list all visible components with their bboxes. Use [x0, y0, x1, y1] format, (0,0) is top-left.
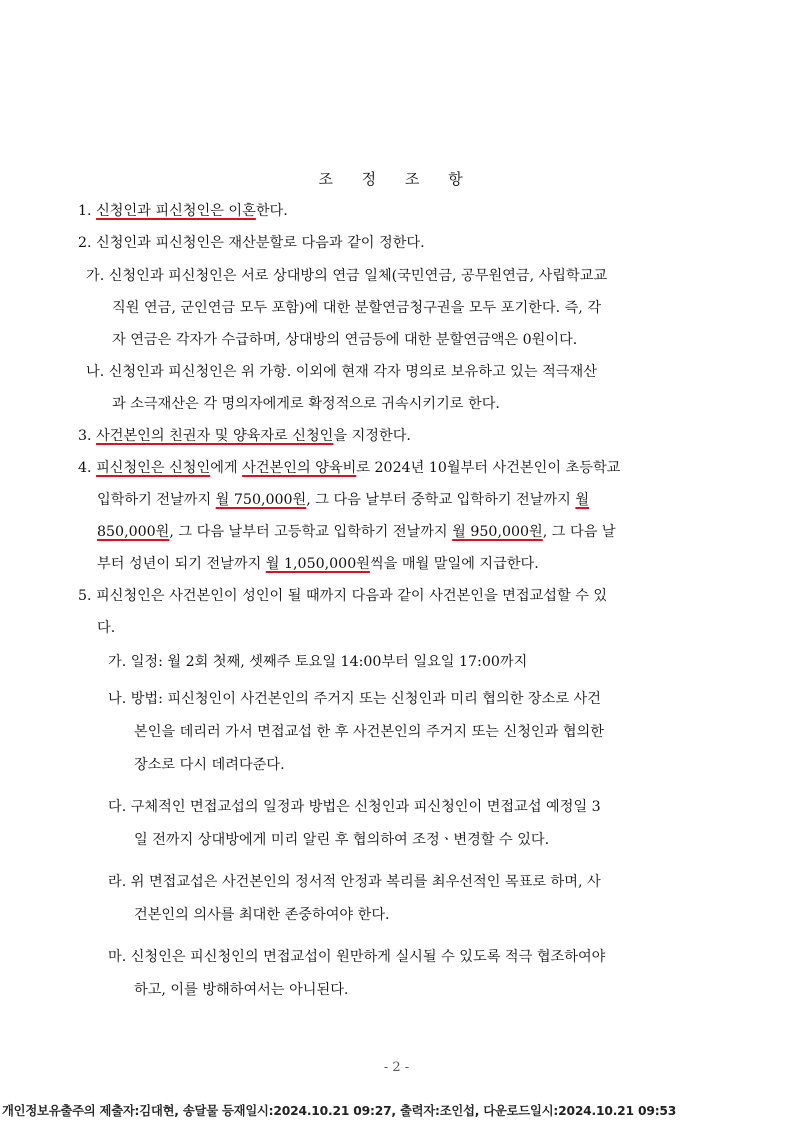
page-number: - 2 - [383, 1060, 410, 1075]
clause-3-rest: 을 지정한다. [333, 428, 411, 444]
clause-4-l2-text: 입학하기 전날까지 [97, 492, 216, 508]
clause-5-ma-line-2: 하고, 이를 방해하여서는 아니된다. [134, 982, 349, 998]
clause-3-number: 3. [78, 428, 92, 444]
clause-4-l3-text-2: , 그 다음 날 [542, 524, 616, 540]
clause-4-number: 4. [78, 460, 92, 476]
clause-4-underlined-payer: 피신청인은 신청인 [96, 460, 211, 476]
document-footer: 개인정보유출주의 제출자:김대현, 송달물 등재일시:2024.10.21 09:27, 출력자:조인섭, 다운로드일시:2024.10.21 09:53 [2, 1104, 677, 1118]
clause-4-line-4 [97, 553, 539, 573]
clause-4-amount-4: 월 1,050,000원 [265, 556, 370, 572]
clause-2: 2. 신청인과 피신청인은 재산분할로 다음과 같이 정한다. [78, 235, 425, 251]
clause-2-ga-line-2: 직원 연금, 군인연금 모두 포함)에 대한 분할연금청구권을 모두 포기한다. 즉, 각 [112, 300, 602, 316]
clause-4-l4-text-2: 씩을 매월 말일에 지급한다. [369, 556, 539, 572]
clause-5-ra-line-2: 건본인의 의사를 최대한 존중하여야 한다. [134, 907, 390, 923]
clause-3 [78, 425, 411, 445]
clause-5-ma-line-1: 마. 신청인은 피신청인의 면접교섭이 원만하게 실시될 수 있도록 적극 협조하여야 [108, 949, 606, 965]
clause-5-line-1: 5. 피신청인은 사건본인이 성인이 될 때까지 다음과 같이 사건본인을 면접교섭할 수 있 [78, 588, 608, 604]
clause-2-ga-line-3: 자 연금은 각자가 수급하며, 상대방의 연금등에 대한 분할연금액은 0원이다. [112, 332, 578, 348]
clause-4-amount-2-prefix: 월 [575, 492, 590, 508]
clause-1-underlined: 신청인과 피신청인은 이혼 [96, 203, 256, 219]
clause-5-na-line-1: 나. 방법: 피신청인이 사건본인의 주거지 또는 신청인과 미리 협의한 장소로 사건 [108, 691, 601, 707]
clause-5-na-line-2: 본인을 데리러 가서 면접교섭 한 후 사건본인의 주거지 또는 신청인과 협의한 [134, 724, 604, 740]
clause-4-amount-1: 월 750,000원 [215, 492, 307, 508]
clause-4-line-3 [97, 521, 616, 541]
clause-4-line-2 [97, 489, 589, 509]
clause-5-da-line-2: 일 전까지 상대방에게 미리 알린 후 협의하여 조정ㆍ변경할 수 있다. [134, 832, 550, 848]
clause-3-underlined: 사건본인의 친권자 및 양육자로 신청인 [96, 428, 334, 444]
clause-1-rest: 한다. [255, 203, 288, 219]
clause-4-text-2: 로 2024년 10월부터 사건본인이 초등학교 [356, 460, 621, 476]
clause-2-ga-line-1: 가. 신청인과 피신청인은 서로 상대방의 연금 일체(국민연금, 공무원연금, 사립학교교 [86, 268, 608, 284]
clause-4-underlined-support: 사건본인의 양육비 [242, 460, 357, 476]
document-title: 조 정 조 항 [318, 170, 475, 188]
clause-5-da-line-1: 다. 구체적인 면접교섭의 일정과 방법은 신청인과 피신청인이 면접교섭 예정일 3 [108, 799, 601, 815]
clause-5-ga: 가. 일정: 월 2회 첫째, 셋째주 토요일 14:00부터 일요일 17:00까지 [108, 654, 528, 670]
clause-4-l3-text: , 그 다음 날부터 고등학교 입학하기 전날까지 [169, 524, 453, 540]
clause-5-ra-line-1: 라. 위 면접교섭은 사건본인의 정서적 안정과 복리를 최우선적인 목표로 하며, 사 [108, 874, 601, 890]
clause-4-amount-2: 850,000원 [97, 524, 170, 540]
clause-5-line-2: 다. [97, 620, 116, 636]
clause-4-amount-3: 월 950,000원 [452, 524, 543, 540]
clause-1 [78, 200, 288, 220]
clause-1-number: 1. [78, 203, 92, 219]
clause-4-line-1 [78, 457, 620, 477]
clause-2-na-line-2: 과 소극재산은 각 명의자에게로 확정적으로 귀속시키기로 한다. [112, 396, 500, 412]
clause-4-l2-text-2: , 그 다음 날부터 중학교 입학하기 전날까지 [306, 492, 576, 508]
clause-5-na-line-3: 장소로 다시 데려다준다. [134, 757, 285, 773]
clause-4-l4-text: 부터 성년이 되기 전날까지 [97, 556, 266, 572]
clause-2-na-line-1: 나. 신청인과 피신청인은 위 가항. 이외에 현재 각자 명의로 보유하고 있는 적극재산 [86, 364, 597, 380]
clause-4-text: 에게 [210, 460, 243, 476]
